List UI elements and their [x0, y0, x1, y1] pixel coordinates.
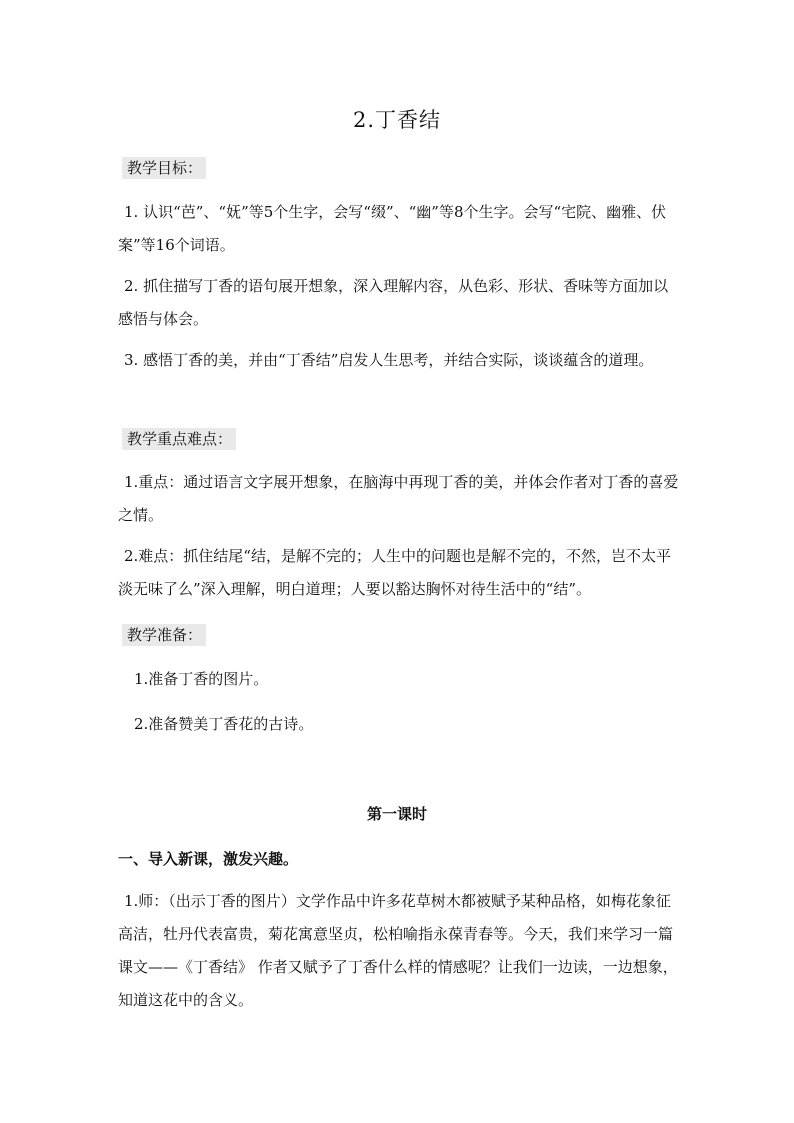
key-points-label: 教学重点难点：: [122, 428, 236, 450]
key-point-item-1: 1.重点：通过语言文字展开想象，在脑海中再现丁香的美，并体会作者对丁香的喜爱之情。: [118, 473, 679, 524]
goal-item-2: 2. 抓住描写丁香的语句展开想象，深入理解内容，从色彩、形状、香味等方面加以感悟与体会。: [118, 277, 669, 328]
goals-label: 教学目标：: [122, 157, 206, 179]
preparation-item-1: 1.准备丁香的图片。: [134, 670, 269, 688]
lesson-heading: 第一课时: [366, 805, 427, 823]
section-paragraph: 1.师：（出示丁香的图片）文学作品中许多花草树木都被赋予某种品格，如梅花象征高洁，牡丹代表富贵，菊花寓意坚贞，松柏喻指永葆青春等。今天，我们来学习一篇课文——《丁香结》 作者又赋予了丁香什么样的情感呢？让我们一边读，一边想象，知道这花中的含义。: [118, 892, 678, 1009]
preparation-label: 教学准备：: [122, 624, 206, 646]
preparation-item-2: 2.准备赞美丁香花的古诗。: [134, 715, 314, 733]
goal-item-1: 1. 认识“芭”、“妩”等5个生字，会写“缀”、“幽”等8个生字。会写“宅院、幽雅、伏案”等16个词语。: [118, 203, 667, 254]
document-title: 2.丁香结: [352, 108, 442, 132]
section-heading: 一、导入新课，激发兴趣。: [118, 850, 299, 868]
goal-item-3: 3. 感悟丁香的美，并由“丁香结”启发人生思考，并结合实际，谈谈蕴含的道理。: [124, 351, 654, 369]
key-point-item-2: 2.难点：抓住结尾“结，是解不完的；人生中的问题也是解不完的，不然，岂不太平淡无味了么”深入理解，明白道理；人要以豁达胸怀对待生活中的“结”。: [118, 547, 671, 598]
